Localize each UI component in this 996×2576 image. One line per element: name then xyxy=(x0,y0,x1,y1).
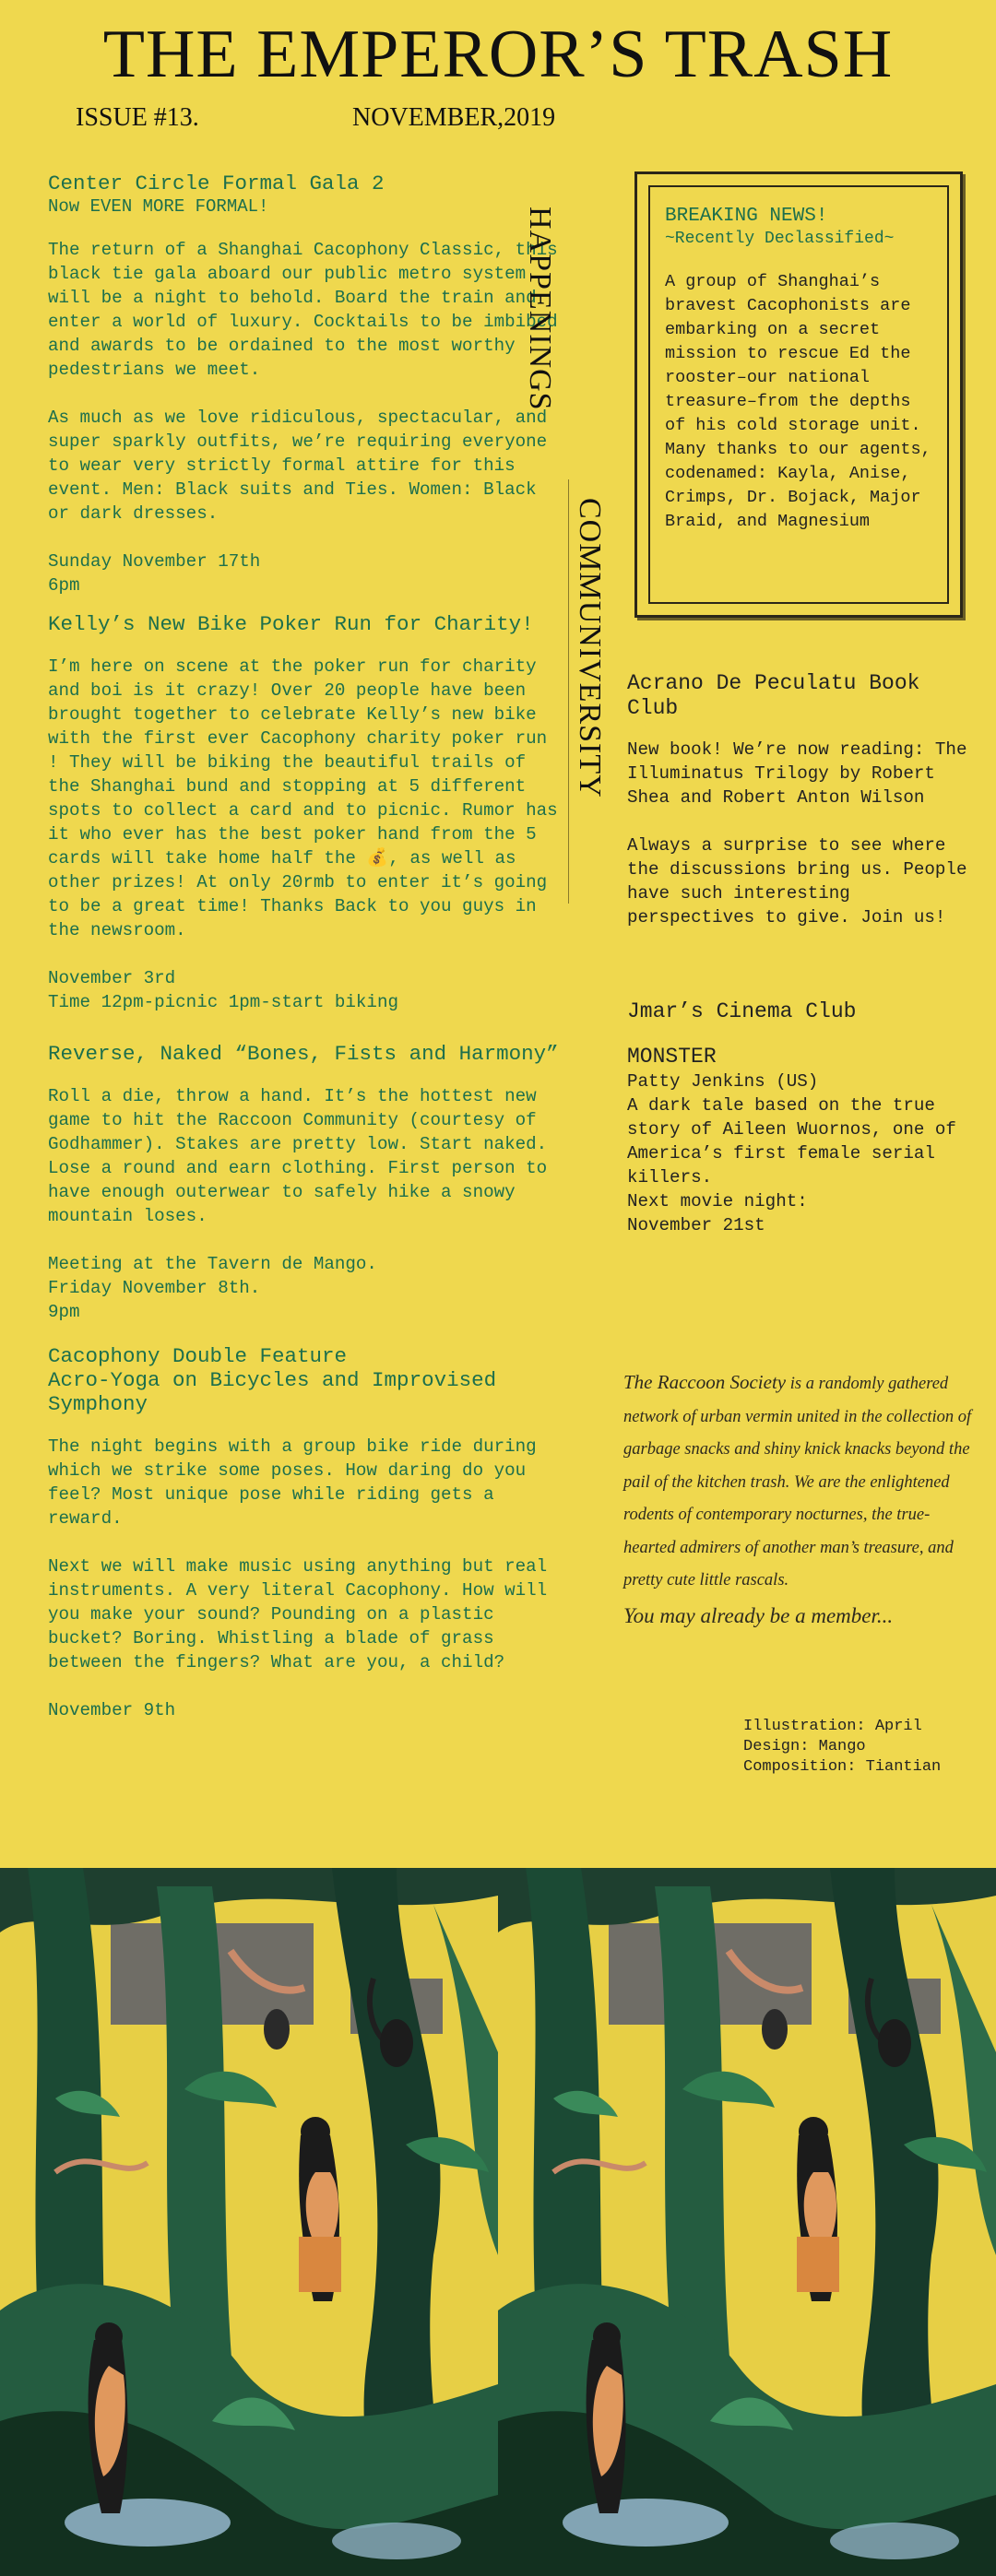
movie-title: MONSTER xyxy=(627,1045,717,1069)
article-gala xyxy=(48,171,564,597)
credit-illustration: Illustration: April xyxy=(743,1718,922,1735)
forest-illustration-art xyxy=(0,1868,996,2576)
credit-design: Design: Mango xyxy=(743,1738,866,1755)
article-paragraph: As much as we love ridiculous, spectacular, and super sparkly outfits, we’re requiring everyone to wear very strictly formal attire for this event. Men: Black suits and Ties. Women: Black or dark dresses. xyxy=(48,408,548,524)
book-club-section xyxy=(627,671,978,953)
book-club-paragraph: New book! We’re now reading: The Illuminatus Trilogy by Robert Shea and Robert Anton Wilson xyxy=(627,739,967,808)
society-text: is a randomly gathered network of urban vermin united in the collection of garbage snacks and shiny knick knacks beyond the pail of the kitchen trash. We are the enlightened rodents of contemporary nocturnes, the true-hearted admirers of another man’s treasure, and pretty cute little rascals. xyxy=(623,1375,972,1589)
book-club-title: Acrano De Peculatu Book Club xyxy=(627,671,920,720)
article-meta: Sunday November 17th 6pm xyxy=(48,551,261,596)
article-title: Kelly’s New Bike Poker Run for Charity! xyxy=(48,612,534,636)
breaking-news-subtitle: ~Recently Declassified~ xyxy=(665,230,895,248)
article-subtitle: Acro-Yoga on Bicycles and Improvised Symphony xyxy=(48,1368,497,1416)
next-movie-date: November 21st xyxy=(627,1215,765,1235)
article-poker-run xyxy=(48,612,564,1014)
article-bones-fists xyxy=(48,1042,564,1324)
article-title: Reverse, Naked “Bones, Fists and Harmony” xyxy=(48,1042,559,1066)
society-name: The Raccoon Society xyxy=(623,1371,787,1393)
breaking-news-body: A group of Shanghai’s bravest Cacophonists are embarking on a secret mission to rescue Ed the rooster–our national treasure–from the depths of his cold storage unit. Many thanks to our agents, codenamed: Kayla, Anise, Crimps, Dr. Bojack, Major Braid, and Magnesium xyxy=(665,272,931,531)
next-movie-label: Next movie night: xyxy=(627,1191,808,1211)
movie-director: Patty Jenkins (US) xyxy=(627,1071,819,1092)
article-meta: November 9th xyxy=(48,1700,176,1720)
raccoon-society-blurb xyxy=(623,1366,974,1632)
credit-composition: Composition: Tiantian xyxy=(743,1758,942,1776)
cinema-club-title: Jmar’s Cinema Club xyxy=(627,999,857,1023)
happenings-column xyxy=(48,171,564,1735)
masthead-title: THE EMPEROR’S TRASH xyxy=(102,17,894,92)
section-label-happenings: HAPPENINGS xyxy=(523,207,557,411)
breaking-news-box xyxy=(634,171,963,618)
breaking-news-inner xyxy=(648,185,949,604)
cinema-club-section xyxy=(627,999,978,1261)
society-closing: You may already be a member... xyxy=(623,1603,894,1627)
article-paragraph: The return of a Shanghai Cacophony Classic, this black tie gala aboard our public metro system will be a night to behold. Board the train and enter a world of luxury. Cocktails to be imbibed and awards to be ordained to the most worthy pedestrians we meet. xyxy=(48,240,558,380)
section-divider xyxy=(568,479,569,904)
breaking-news-title: BREAKING NEWS! xyxy=(665,206,828,227)
credits xyxy=(743,1717,974,1778)
article-double-feature xyxy=(48,1344,564,1722)
forest-illustration xyxy=(0,1868,996,2576)
article-title: Cacophony Double Feature xyxy=(48,1344,348,1368)
section-label-communiversity: COMMUNIVERSITY xyxy=(573,498,607,798)
issue-number: ISSUE #13. xyxy=(76,103,199,132)
article-subtitle: Now EVEN MORE FORMAL! xyxy=(48,196,269,217)
article-meta: November 3rd Time 12pm-picnic 1pm-start biking xyxy=(48,968,398,1012)
article-title: Center Circle Formal Gala 2 xyxy=(48,171,385,195)
article-meta: Meeting at the Tavern de Mango. Friday November 8th. 9pm xyxy=(48,1254,377,1322)
article-paragraph: The night begins with a group bike ride during which we strike some poses. How daring do you feel? Most unique pose while riding gets a reward. xyxy=(48,1436,537,1529)
book-club-paragraph: Always a surprise to see where the discussions bring us. People have such interesting perspectives to give. Join us! xyxy=(627,835,967,928)
article-paragraph: I’m here on scene at the poker run for charity and boi is it crazy! Over 20 people have been brought together to celebrate Kelly’s new bike with the first ever Cacophony charity poker run ! They will be biking the beautiful trails of the Shanghai bund and stopping at 5 different spots to collect a card and to picnic. Rumor has it who ever has the best poker hand from the 5 cards will take home half the 💰, as well as other prizes! At only 20rmb to enter it’s going to be a great time! Thanks Back to you guys in the newsroom. xyxy=(48,656,558,940)
issue-date: NOVEMBER,2019 xyxy=(352,103,556,132)
article-paragraph: Roll a die, throw a hand. It’s the hottest new game to hit the Raccoon Community (courtesy of Godhammer). Stakes are pretty low. Start naked. Lose a round and earn clothing. First person to have enough outerwear to safely hike a snowy mountain loses. xyxy=(48,1086,548,1226)
movie-description: A dark tale based on the true story of Aileen Wuornos, one of America’s first female serial killers. xyxy=(627,1095,956,1188)
article-paragraph: Next we will make music using anything but real instruments. A very literal Cacophony. How will you make your sound? Pounding on a plastic bucket? Boring. Whistling a blade of grass between the fingers? What are you, a child? xyxy=(48,1556,548,1672)
